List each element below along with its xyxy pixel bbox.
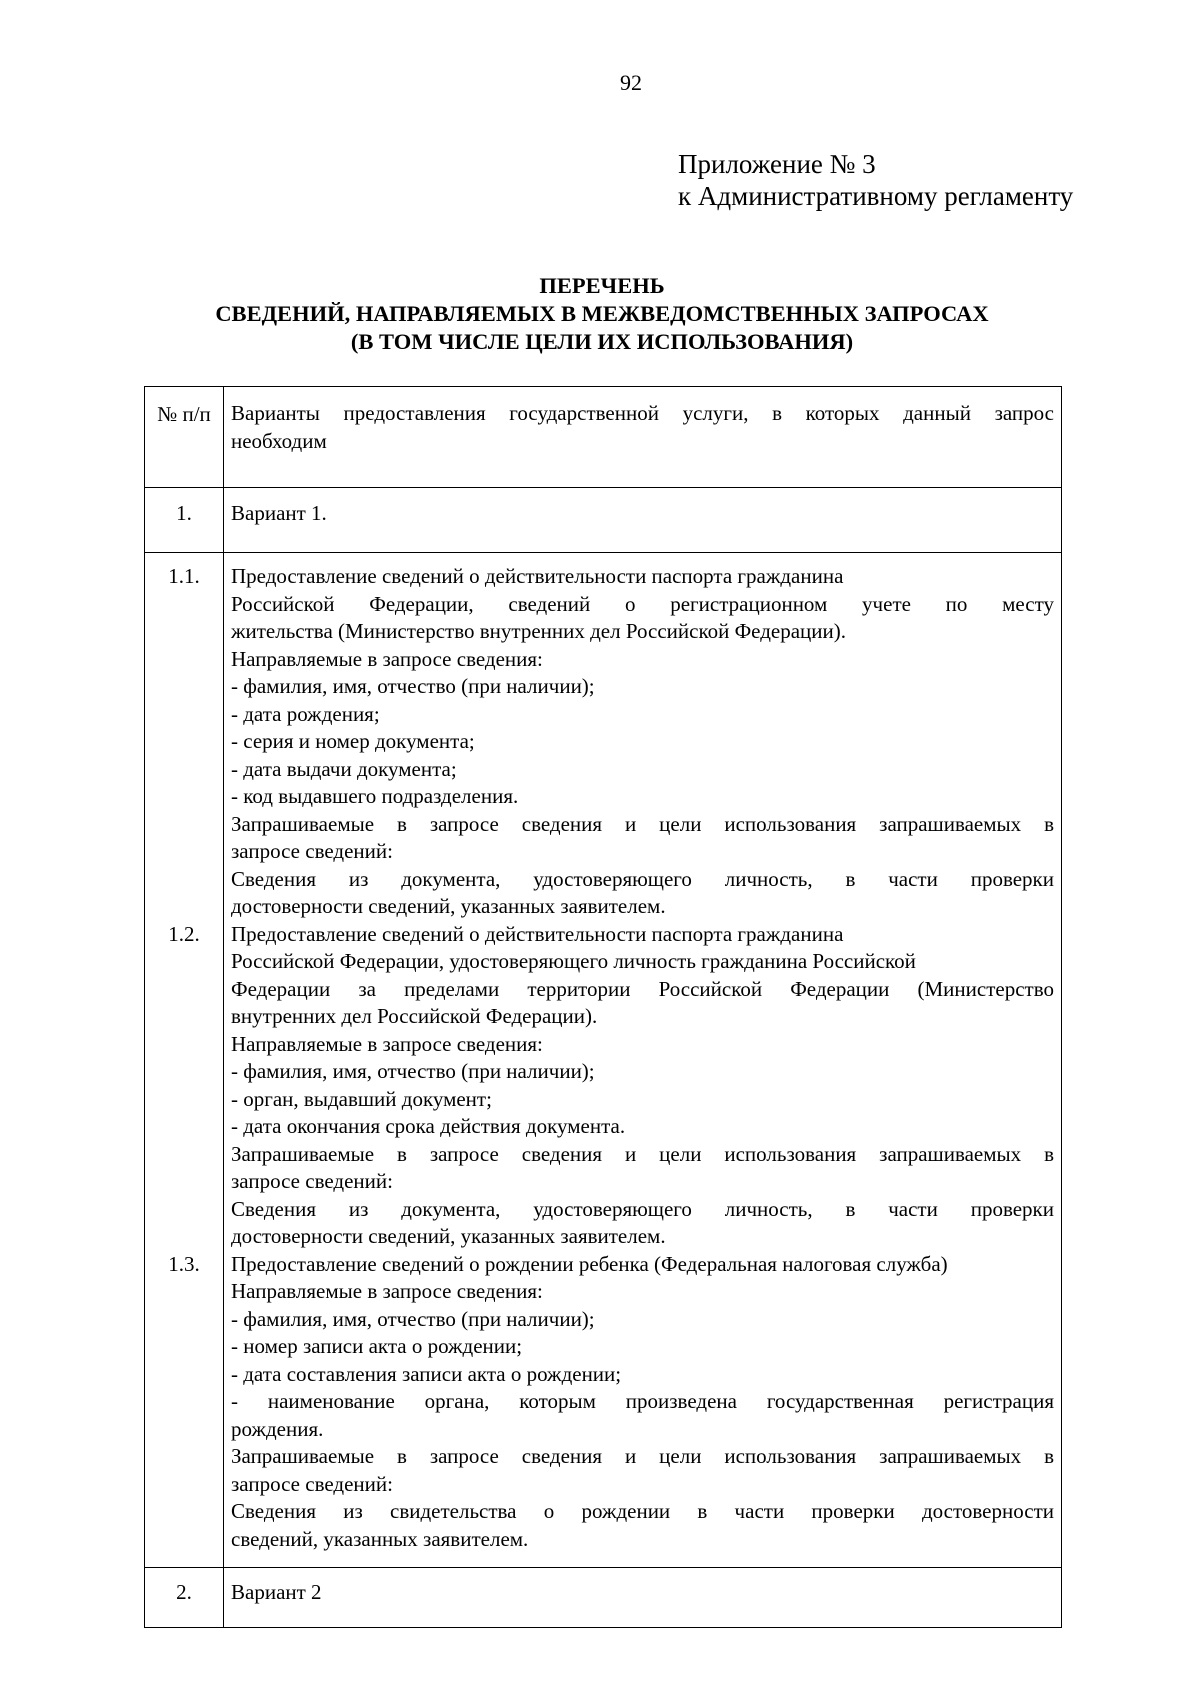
request-3-line-3: - фамилия, имя, отчество (при наличии); bbox=[231, 1306, 595, 1331]
request-1-line-8: - дата выдачи документа; bbox=[231, 756, 457, 781]
requests-table bbox=[144, 386, 1062, 1628]
request-1-line-4: Направляемые в запросе сведения: bbox=[231, 646, 543, 671]
appendix-line-1: Приложение № 3 bbox=[678, 149, 876, 179]
request-2-line-5: Направляемые в запросе сведения: bbox=[231, 1031, 543, 1056]
header-number-cell: № п/п bbox=[145, 387, 224, 488]
header-text-line-1: Варианты предоставления государственной услуги, в которых данный запрос bbox=[231, 401, 1054, 425]
request-1-line-3: жительства (Министерство внутренних дел Российской Федерации). bbox=[231, 619, 846, 643]
title-line-1: ПЕРЕЧЕНЬ bbox=[539, 273, 665, 298]
title-line-3: (В ТОМ ЧИСЛЕ ЦЕЛИ ИХ ИСПОЛЬЗОВАНИЯ) bbox=[350, 329, 854, 354]
request-2-line-9: Запрашиваемые в запросе сведения и цели использования запрашиваемых в bbox=[231, 1141, 1054, 1166]
request-2-line-8: - дата окончания срока действия документа. bbox=[231, 1114, 626, 1138]
request-2-line-2: Российской Федерации, удостоверяющего личность гражданина Российской bbox=[231, 949, 916, 973]
request-1-line-5: - фамилия, имя, отчество (при наличии); bbox=[231, 674, 595, 698]
request-2-line-12: достоверности сведений, указанных заявителем. bbox=[231, 1224, 666, 1248]
request-2-number: 1.2. bbox=[168, 921, 200, 946]
request-3-line-9: запросе сведений: bbox=[231, 1471, 393, 1496]
request-3-line-2: Направляемые в запросе сведения: bbox=[231, 1279, 543, 1303]
header-text-line-2: необходим bbox=[231, 428, 327, 453]
request-1-line-1: Предоставление сведений о действительности паспорта гражданина bbox=[231, 564, 844, 588]
request-2-line-3: Федерации за пределами территории Российской Федерации (Министерство bbox=[231, 976, 1054, 1001]
request-1-line-6: - дата рождения; bbox=[231, 701, 380, 726]
variant-2-number: 2. bbox=[145, 1568, 224, 1628]
table-row-variant-2 bbox=[145, 1568, 1062, 1628]
request-1-line-7: - серия и номер документа; bbox=[231, 729, 475, 753]
table-header-row bbox=[145, 387, 1062, 488]
request-1-line-13: достоверности сведений, указанных заявителем. bbox=[231, 894, 666, 918]
page-number: 92 bbox=[620, 70, 642, 95]
table-row-variant-1-requests bbox=[145, 553, 1062, 1568]
request-1-line-12: Сведения из документа, удостоверяющего личность, в части проверки bbox=[231, 866, 1054, 891]
request-1-line-11: запросе сведений: bbox=[231, 839, 393, 863]
request-1-line-9: - код выдавшего подразделения. bbox=[231, 784, 519, 808]
request-2-line-7: - орган, выдавший документ; bbox=[231, 1086, 492, 1111]
request-2-line-6: - фамилия, имя, отчество (при наличии); bbox=[231, 1059, 595, 1083]
request-3-line-4: - номер записи акта о рождении; bbox=[231, 1334, 523, 1358]
request-2-line-1: Предоставление сведений о действительности паспорта гражданина bbox=[231, 921, 844, 946]
variant-1-text: Вариант 1. bbox=[224, 488, 1062, 553]
request-2-line-10: запросе сведений: bbox=[231, 1169, 393, 1193]
requests-text-cell bbox=[224, 553, 1062, 1568]
title-line-2: СВЕДЕНИЙ, НАПРАВЛЯЕМЫХ В МЕЖВЕДОМСТВЕННЫХ ЗАПРОСАХ bbox=[215, 301, 989, 326]
requests-number-cell bbox=[145, 553, 224, 1568]
request-3-number: 1.3. bbox=[168, 1251, 200, 1276]
request-2-line-11: Сведения из документа, удостоверяющего личность, в части проверки bbox=[231, 1196, 1054, 1221]
appendix-reference bbox=[678, 148, 1073, 212]
table-row-variant-1 bbox=[145, 488, 1062, 553]
request-3-line-5: - дата составления записи акта о рождении; bbox=[231, 1361, 622, 1386]
request-1-line-2: Российской Федерации, сведений о регистрационном учете по месту bbox=[231, 591, 1054, 616]
request-3-line-1: Предоставление сведений о рождении ребенка (Федеральная налоговая служба) bbox=[231, 1251, 948, 1276]
variant-1-number: 1. bbox=[145, 488, 224, 553]
request-1-line-10: Запрашиваемые в запросе сведения и цели использования запрашиваемых в bbox=[231, 811, 1054, 836]
appendix-line-2: к Административному регламенту bbox=[678, 181, 1074, 211]
request-3-line-7: рождения. bbox=[231, 1416, 324, 1441]
request-3-line-10: Сведения из свидетельства о рождении в части проверки достоверности bbox=[231, 1499, 1054, 1523]
request-1-number: 1.1. bbox=[168, 564, 200, 588]
request-2-line-4: внутренних дел Российской Федерации). bbox=[231, 1004, 598, 1028]
request-3-line-6: - наименование органа, которым произведена государственная регистрация bbox=[231, 1389, 1054, 1413]
request-3-line-11: сведений, указанных заявителем. bbox=[231, 1526, 529, 1551]
header-text-cell bbox=[224, 387, 1062, 488]
request-3-line-8: Запрашиваемые в запросе сведения и цели использования запрашиваемых в bbox=[231, 1444, 1054, 1468]
variant-2-text: Вариант 2 bbox=[224, 1568, 1062, 1628]
document-title bbox=[143, 272, 1061, 356]
